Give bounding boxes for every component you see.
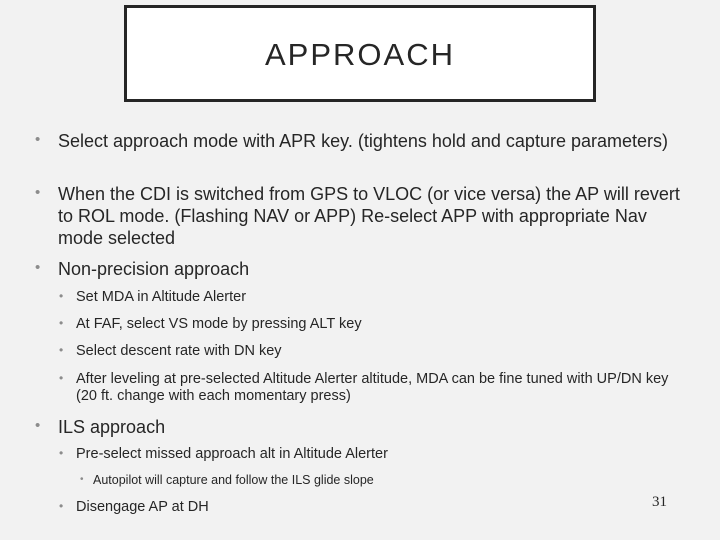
bullet-text: Select approach mode with APR key. (tightens hold and capture parameters) [58, 131, 668, 151]
bullet-icon: • [59, 316, 64, 330]
bullet-text: ILS approach [58, 417, 166, 437]
bullet-text: Set MDA in Altitude Alerter [76, 289, 247, 305]
sub-bullet-item-3 [59, 343, 676, 360]
bullet-item-4 [35, 416, 688, 438]
sub-bullet-item-1 [59, 289, 676, 306]
page-number: 31 [652, 494, 667, 510]
bullet-icon: • [59, 499, 64, 513]
bullet-item-2 [35, 183, 688, 249]
slide-title: APPROACH [265, 37, 455, 72]
bullet-icon: • [35, 184, 41, 201]
sub-bullet-item-5 [59, 446, 676, 463]
sub-bullet-item-4 [59, 371, 676, 405]
bullet-icon: • [80, 474, 84, 485]
bullet-text: At FAF, select VS mode by pressing ALT key [76, 316, 362, 332]
bullet-text: Autopilot will capture and follow the ILS glide slope [93, 473, 374, 487]
bullet-text: After leveling at pre-selected Altitude Alerter altitude, MDA can be fine tuned with UP/DN key (20 ft. change with each momentary press) [76, 371, 669, 404]
bullet-icon: • [35, 259, 41, 276]
bullet-text: Select descent rate with DN key [76, 343, 282, 359]
bullet-item-3 [35, 258, 688, 280]
sub-sub-bullet-item-1 [80, 473, 653, 488]
sub-bullet-item-6 [59, 499, 676, 516]
bullet-text: Disengage AP at DH [76, 499, 209, 515]
bullet-icon: • [59, 289, 64, 303]
sub-bullet-item-2 [59, 316, 676, 333]
bullet-item-1 [35, 130, 688, 152]
bullet-text: When the CDI is switched from GPS to VLOC (or vice versa) the AP will revert to ROL mode. (Flashing NAV or APP) Re-select APP with appropriate Nav mode selected [58, 184, 680, 248]
bullet-icon: • [59, 371, 64, 385]
bullet-text: Non-precision approach [58, 259, 250, 279]
bullet-icon: • [35, 131, 41, 148]
bullet-text: Pre-select missed approach alt in Altitude Alerter [76, 446, 388, 462]
bullet-icon: • [59, 343, 64, 357]
bullet-icon: • [35, 417, 41, 434]
bullet-icon: • [59, 446, 64, 460]
